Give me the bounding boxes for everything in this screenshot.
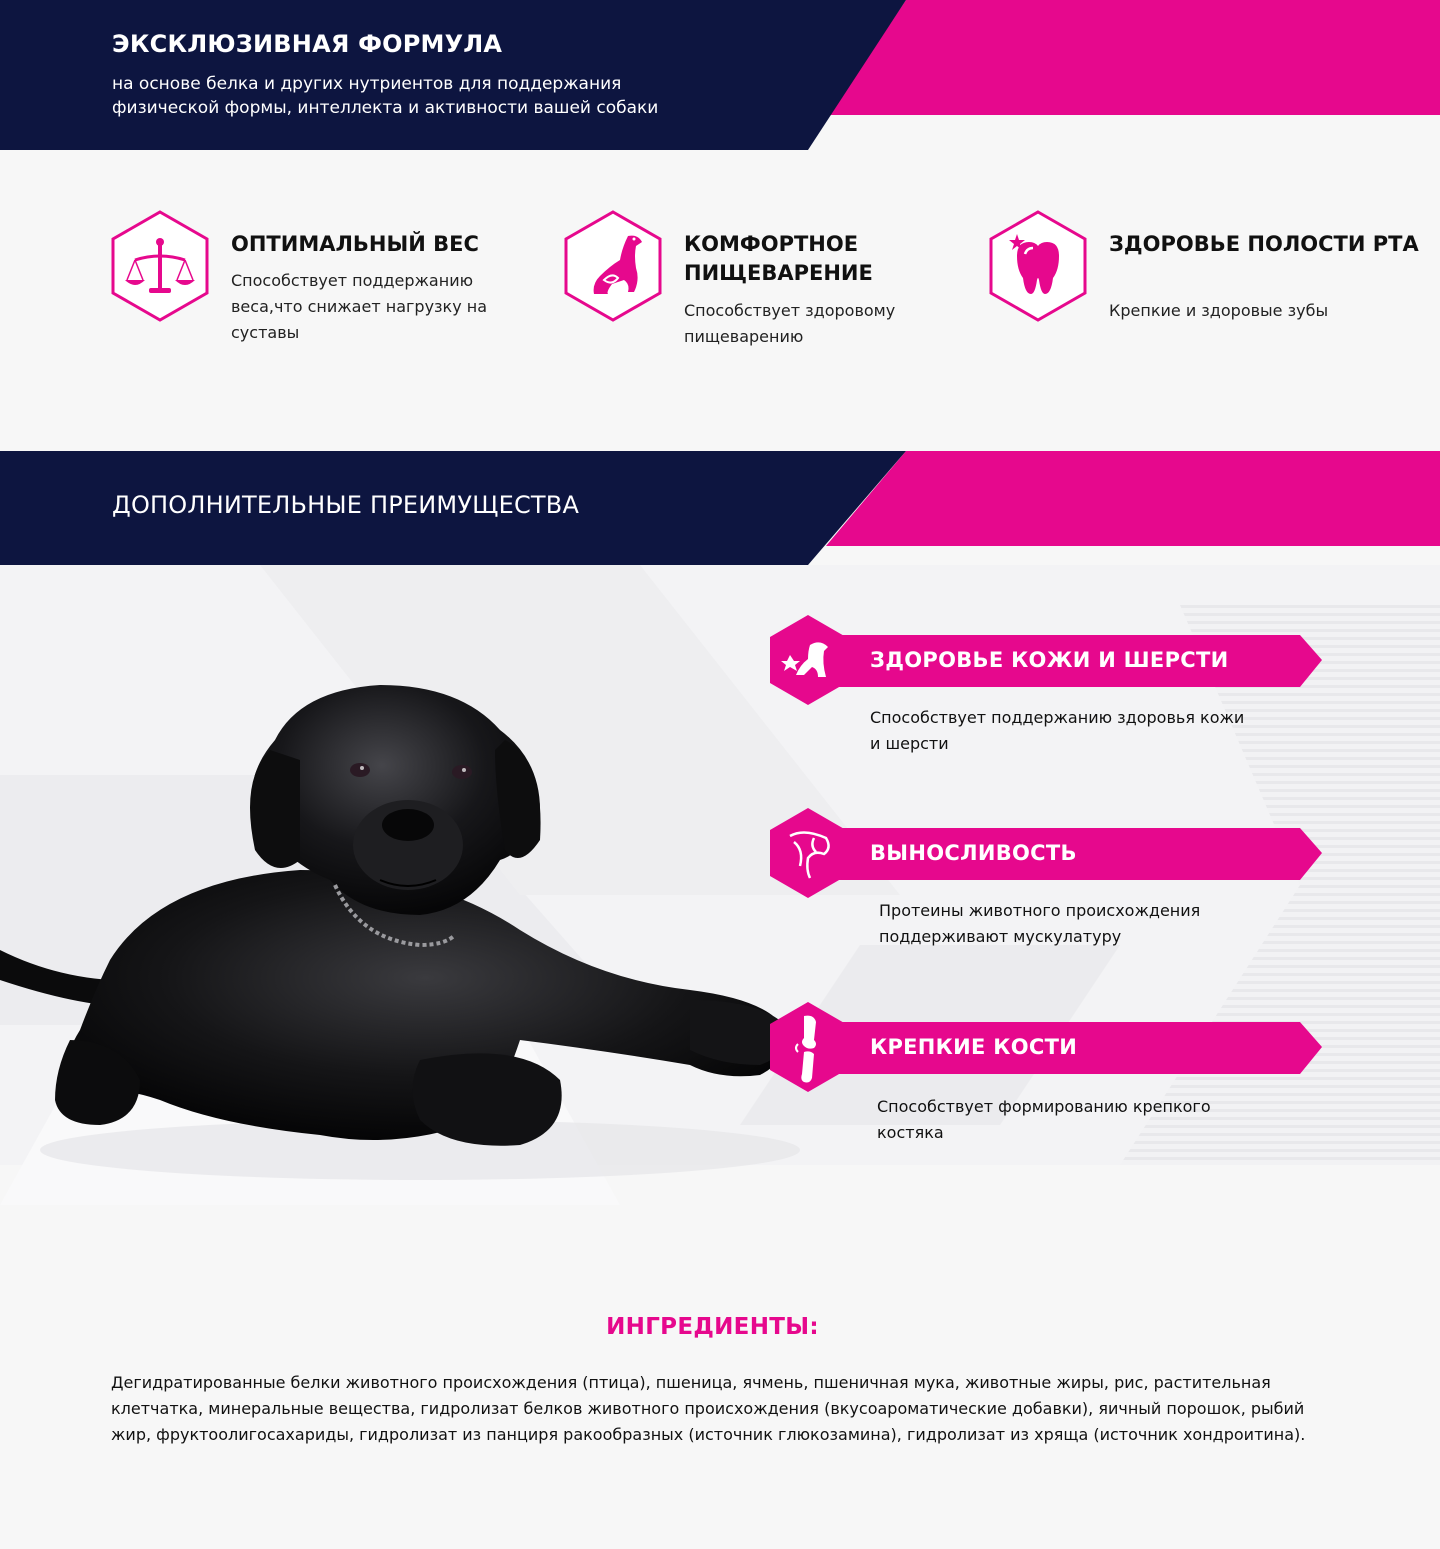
advantages-section <box>0 565 1440 1265</box>
feature-comfort-digestion <box>564 210 964 370</box>
benefit-endurance <box>770 808 1330 988</box>
header-subtitle: на основе белка и других нутриентов для поддержания физической формы, интеллекта и активности вашей собаки <box>112 74 659 118</box>
feature-oral-health <box>989 210 1419 370</box>
header-title: ЭКСКЛЮЗИВНАЯ ФОРМУЛА <box>112 30 503 58</box>
feature-title: ЗДОРОВЬЕ ПОЛОСТИ РТА <box>1109 232 1419 256</box>
benefit-title: КРЕПКИЕ КОСТИ <box>870 1035 1078 1059</box>
tooth-icon <box>989 210 1087 322</box>
benefit-title: ЗДОРОВЬЕ КОЖИ И ШЕРСТИ <box>870 648 1229 672</box>
advantages-title: ДОПОЛНИТЕЛЬНЫЕ ПРЕИМУЩЕСТВА <box>112 491 580 519</box>
feature-desc: Крепкие и здоровые зубы <box>1109 301 1329 320</box>
black-labrador-puppy-image <box>0 680 800 1220</box>
header-banner <box>0 0 1440 150</box>
advantages-banner <box>0 451 1440 565</box>
feature-optimal-weight <box>111 210 511 370</box>
benefit-skin-coat <box>770 615 1330 795</box>
feature-title: КОМФОРТНОЕ ПИЩЕВАРЕНИЕ <box>684 232 873 285</box>
ingredients-text: Дегидратированные белки животного происхождения (птица), пшеница, ячмень, пшеничная мука, животные жиры, рис, растительная клетчатка, минеральные вещества, гидролизат белков животного происхождения (вкусоароматические добавки), яичный порошок, рыбий жир, фруктоолигосахариды, гидролизат из панциря ракообразных (источник глюкозамина), гидролизат из хряща (источник хондроитина). <box>111 1373 1306 1444</box>
benefit-desc: Способствует поддержанию здоровья кожи и шерсти <box>870 708 1245 753</box>
dog-digestion-icon <box>564 210 662 322</box>
feature-desc: Способствует здоровому пищеварению <box>684 301 896 346</box>
benefit-desc: Способствует формированию крепкого костяка <box>877 1097 1211 1142</box>
benefit-title: ВЫНОСЛИВОСТЬ <box>870 841 1077 865</box>
feature-desc: Способствует поддержанию веса,что снижает нагрузку на суставы <box>231 271 488 342</box>
ingredients-title: ИНГРЕДИЕНТЫ: <box>606 1314 819 1340</box>
benefit-strong-bones <box>770 1002 1330 1182</box>
benefit-desc: Протеины животного происхождения поддерживают мускулатуру <box>879 901 1201 946</box>
scales-icon <box>111 210 209 322</box>
feature-title: ОПТИМАЛЬНЫЙ ВЕС <box>231 232 479 256</box>
